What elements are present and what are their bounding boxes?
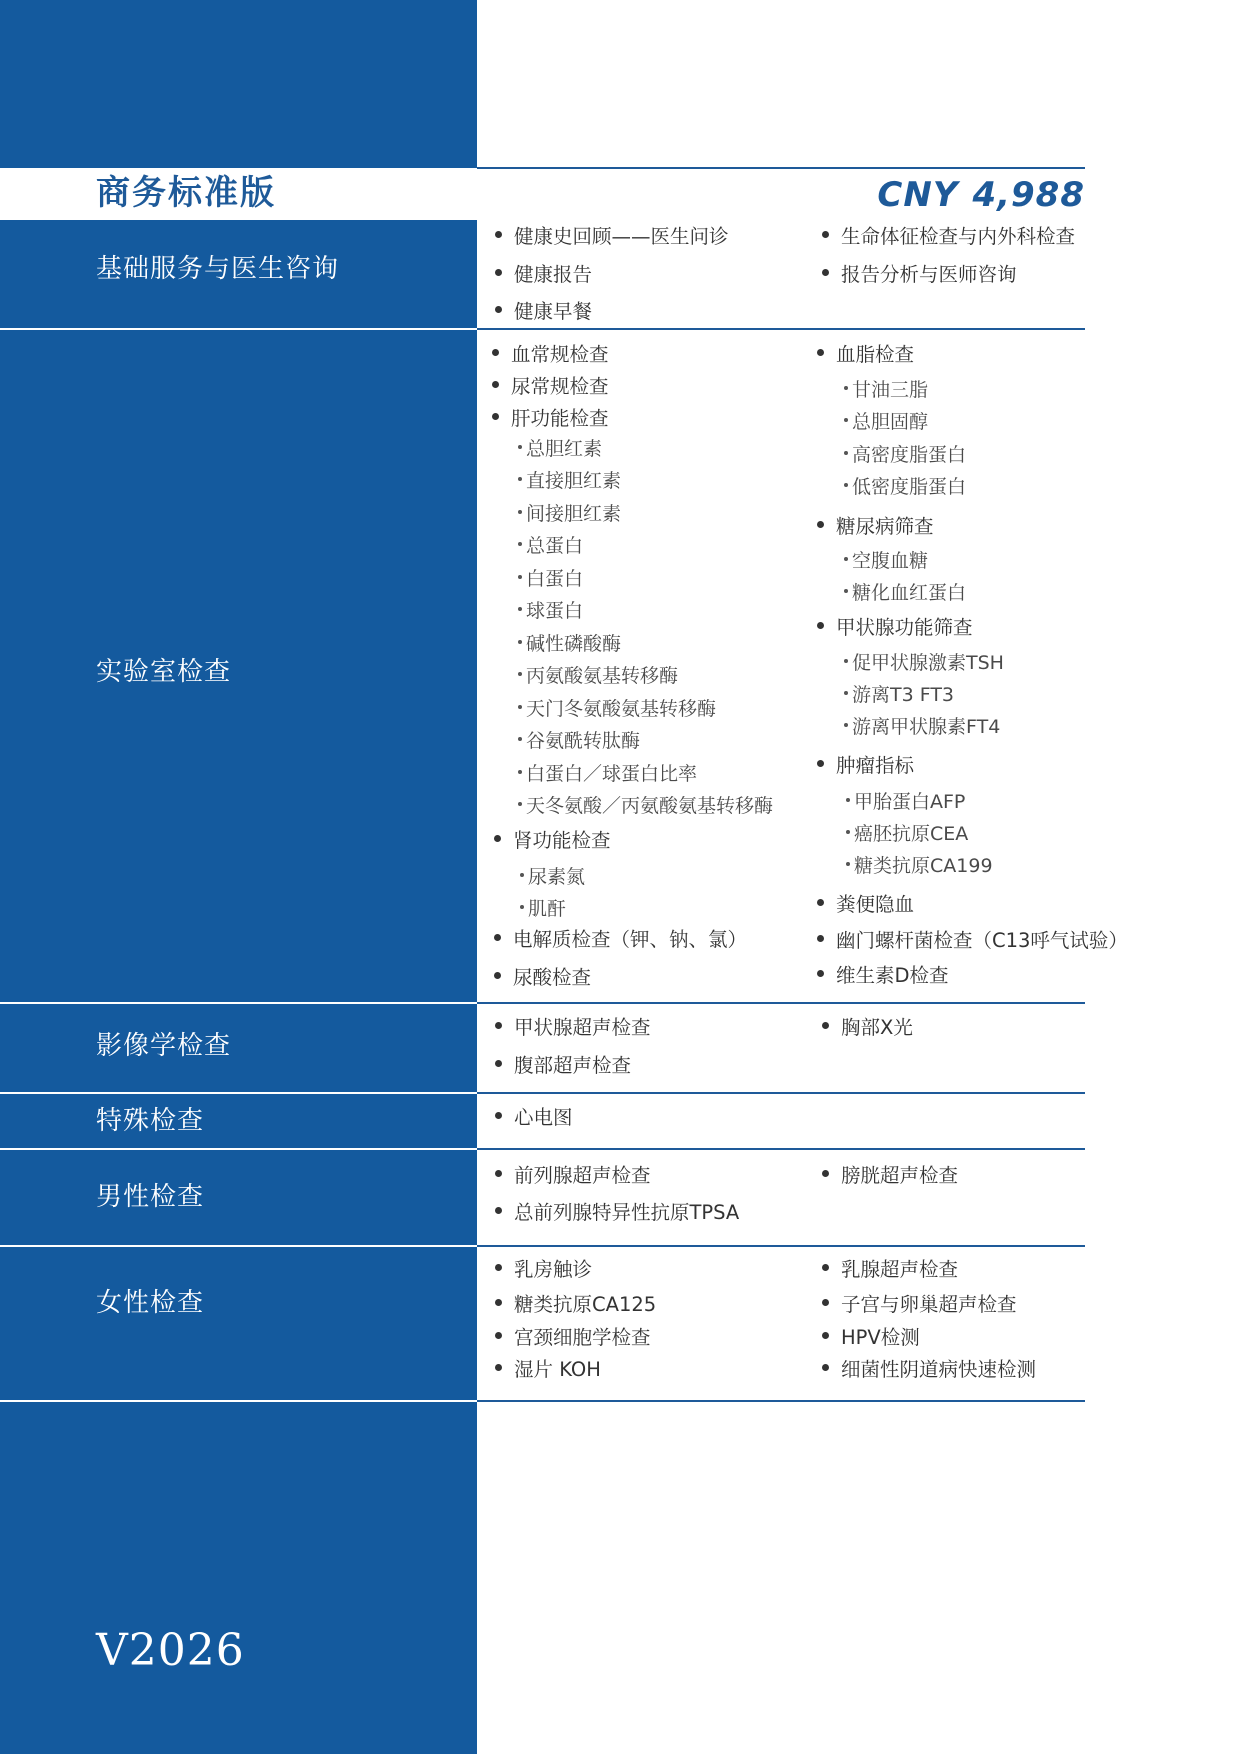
- list-item: 肝功能检查: [492, 406, 609, 432]
- row-divider: [477, 1148, 1085, 1150]
- sub-item: 肌酐: [520, 896, 566, 922]
- list-item: 甲状腺超声检查: [495, 1015, 651, 1041]
- bullet-icon: [495, 1170, 502, 1177]
- list-item: 总前列腺特异性抗原TPSA: [495, 1200, 739, 1226]
- sub-item: 丙氨酸氨基转移酶: [518, 663, 678, 689]
- sub-item: 天冬氨酸／丙氨酸氨基转移酶: [518, 793, 773, 819]
- category-divider: [0, 1002, 477, 1004]
- list-item: 前列腺超声检查: [495, 1163, 651, 1189]
- bullet-icon: [817, 760, 824, 767]
- list-item: 心电图: [495, 1105, 573, 1131]
- bullet-icon: [822, 231, 829, 238]
- bullet-icon: [817, 349, 824, 356]
- price: [877, 172, 1085, 218]
- bullet-icon: [817, 622, 824, 629]
- list-item: 肾功能检查: [494, 828, 611, 854]
- sub-item: 尿素氮: [520, 864, 585, 890]
- sub-item: 高密度脂蛋白: [844, 442, 966, 468]
- list-item: 乳腺超声检查: [822, 1257, 958, 1283]
- list-item: 维生素D检查: [817, 963, 949, 989]
- bullet-icon: [492, 349, 499, 356]
- bullet-icon: [817, 521, 824, 528]
- sub-item: 天门冬氨酸氨基转移酶: [518, 696, 716, 722]
- row-divider: [477, 1002, 1085, 1004]
- bullet-icon: [495, 1060, 502, 1067]
- sub-item: 游离甲状腺素FT4: [844, 714, 1000, 740]
- sub-item: 白蛋白／球蛋白比率: [518, 761, 697, 787]
- sub-item: 低密度脂蛋白: [844, 474, 966, 500]
- row-divider: [477, 328, 1085, 330]
- sub-item: 空腹血糖: [844, 548, 928, 574]
- version-label: V2026: [96, 1625, 245, 1676]
- sub-item: 甘油三脂: [844, 377, 928, 403]
- bullet-icon: [495, 1112, 502, 1119]
- list-item: 乳房触诊: [495, 1257, 592, 1283]
- bullet-icon: [494, 934, 501, 941]
- row-divider: [477, 1245, 1085, 1247]
- bullet-icon: [495, 1022, 502, 1029]
- list-item: 胸部X光: [822, 1015, 913, 1041]
- sub-item: 碱性磷酸酶: [518, 631, 621, 657]
- category-divider: [0, 218, 477, 220]
- bullet-icon: [822, 1022, 829, 1029]
- price-currency: CNY: [877, 175, 959, 215]
- list-item: 细菌性阴道病快速检测: [822, 1357, 1036, 1383]
- list-item: 粪便隐血: [817, 892, 914, 918]
- bullet-icon: [822, 1264, 829, 1271]
- row-divider: [477, 1092, 1085, 1094]
- category-divider: [0, 1092, 477, 1094]
- list-item: 幽门螺杆菌检查（C13呼气试验）: [817, 928, 1128, 954]
- list-item: 肿瘤指标: [817, 753, 914, 779]
- bullet-icon: [495, 1364, 502, 1371]
- list-item: 宫颈细胞学检查: [495, 1325, 651, 1351]
- bullet-icon: [495, 1264, 502, 1271]
- sub-item: 球蛋白: [518, 598, 583, 624]
- sub-item: 间接胆红素: [518, 501, 621, 527]
- list-item: 湿片 KOH: [495, 1357, 601, 1383]
- price-amount: 4,988: [972, 175, 1085, 215]
- category-divider: [0, 1245, 477, 1247]
- list-item: 甲状腺功能筛查: [817, 615, 973, 641]
- bullet-icon: [822, 269, 829, 276]
- list-item: 健康报告: [495, 262, 592, 288]
- sub-item: 促甲状腺激素TSH: [844, 650, 1004, 676]
- category-divider: [0, 328, 477, 330]
- sub-item: 游离T3 FT3: [844, 682, 954, 708]
- bullet-icon: [494, 835, 501, 842]
- list-item: 健康早餐: [495, 299, 592, 325]
- sub-item: 谷氨酰转肽酶: [518, 728, 640, 754]
- category-female-label: 女性检查: [96, 1288, 205, 1318]
- bullet-icon: [495, 269, 502, 276]
- category-male-label: 男性检查: [96, 1182, 205, 1212]
- bullet-icon: [495, 231, 502, 238]
- sub-item: 白蛋白: [518, 566, 583, 592]
- bullet-icon: [495, 1207, 502, 1214]
- category-special-label: 特殊检查: [96, 1106, 205, 1136]
- bullet-icon: [822, 1332, 829, 1339]
- list-item: 健康史回顾——医生问诊: [495, 224, 729, 250]
- category-divider: [0, 1400, 477, 1402]
- bullet-icon: [492, 381, 499, 388]
- bullet-icon: [495, 1332, 502, 1339]
- sub-item: 糖类抗原CA199: [846, 853, 993, 879]
- list-item: 电解质检查（钾、钠、氯）: [494, 927, 747, 953]
- sub-item: 癌胚抗原CEA: [846, 821, 968, 847]
- bullet-icon: [817, 970, 824, 977]
- list-item: 子宫与卵巢超声检查: [822, 1292, 1017, 1318]
- category-imaging-label: 影像学检查: [96, 1031, 232, 1061]
- list-item: 腹部超声检查: [495, 1053, 631, 1079]
- bullet-icon: [492, 413, 499, 420]
- sub-item: 直接胆红素: [518, 468, 621, 494]
- sub-item: 总蛋白: [518, 533, 583, 559]
- bullet-icon: [495, 1299, 502, 1306]
- list-item: 糖类抗原CA125: [495, 1292, 656, 1318]
- list-item: 血脂检查: [817, 342, 914, 368]
- bullet-icon: [817, 899, 824, 906]
- sub-item: 甲胎蛋白AFP: [846, 789, 965, 815]
- list-item: 尿常规检查: [492, 374, 609, 400]
- list-item: 糖尿病筛查: [817, 514, 934, 540]
- list-item: 膀胱超声检查: [822, 1163, 958, 1189]
- bullet-icon: [494, 972, 501, 979]
- sub-item: 糖化血红蛋白: [844, 580, 966, 606]
- list-item: 报告分析与医师咨询: [822, 262, 1017, 288]
- row-divider: [477, 1400, 1085, 1402]
- bullet-icon: [495, 306, 502, 313]
- category-basic-label: 基础服务与医生咨询: [96, 254, 340, 284]
- plan-name: 商务标准版: [96, 173, 276, 213]
- list-item: 尿酸检查: [494, 965, 591, 991]
- bullet-icon: [822, 1364, 829, 1371]
- list-item: HPV检测: [822, 1325, 920, 1351]
- category-divider: [0, 1148, 477, 1150]
- category-lab-label: 实验室检查: [96, 657, 232, 687]
- sub-item: 总胆红素: [518, 436, 602, 462]
- bullet-icon: [822, 1299, 829, 1306]
- bullet-icon: [817, 935, 824, 942]
- list-item: 生命体征检查与内外科检查: [822, 224, 1075, 250]
- list-item: 血常规检查: [492, 342, 609, 368]
- header-rule: [477, 167, 1085, 169]
- sub-item: 总胆固醇: [844, 409, 928, 435]
- bullet-icon: [822, 1170, 829, 1177]
